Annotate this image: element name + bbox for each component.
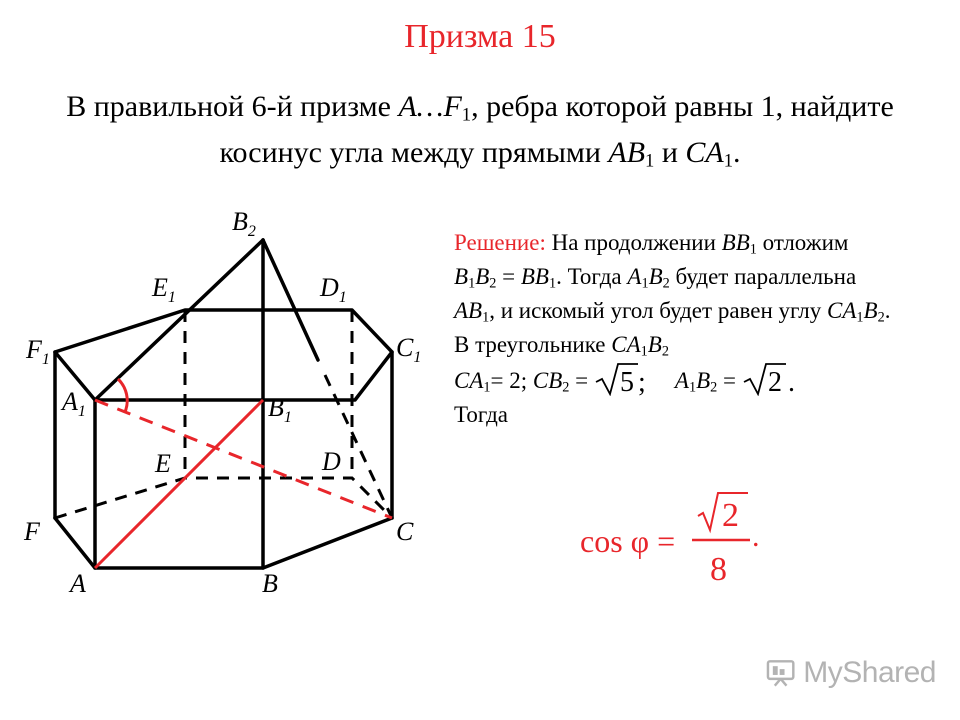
svg-text:2: 2 xyxy=(767,367,782,396)
label-C: C xyxy=(396,517,414,546)
label-A1: $A_1$ xyxy=(62,387,86,420)
svg-text:.: . xyxy=(787,367,795,396)
label-F1: $F_1$ xyxy=(26,335,50,368)
sqrt5-symbol xyxy=(594,362,652,396)
top-face-edges xyxy=(55,310,392,400)
svg-text:.: . xyxy=(752,520,760,553)
bottom-visible-edges xyxy=(55,518,392,568)
svg-text:;: ; xyxy=(637,367,646,396)
svg-text:2: 2 xyxy=(722,497,739,534)
line-B2C-upper xyxy=(263,240,318,360)
myshared-logo xyxy=(766,656,936,690)
label-E1: $E_1$ xyxy=(152,273,176,306)
label-C1: $C_1$ xyxy=(396,333,422,366)
cos-formula xyxy=(580,490,780,590)
problem-statement: В правильной 6-й призме $A\dots F_1$, ребра которой равны 1, найдите косинус угла между прямыми $AB_1$ и $CA_1$. xyxy=(66,90,894,172)
label-E: E xyxy=(155,449,171,478)
presentation-icon xyxy=(766,658,795,688)
svg-text:cos φ =: cos φ = xyxy=(580,523,676,559)
label-B2: $B_2$ xyxy=(232,207,256,240)
hexagonal-prism-figure xyxy=(0,190,440,610)
svg-text:5: 5 xyxy=(619,367,634,396)
label-D: D xyxy=(322,447,341,476)
segment-AB1 xyxy=(95,400,263,568)
line-A1B2 xyxy=(95,240,263,400)
slide-title: Призма 15 xyxy=(404,18,556,55)
logo-text: MyShared xyxy=(803,656,936,689)
label-D1: $D_1$ xyxy=(320,273,347,306)
solution-text: Решение: На продолжении $BB_1$ отложим $B_1B_2 = BB_1$. Тогда $A_1B_2$ будет параллельна $AB_1$, и искомый угол будет равен углу $CA_1B_2$. В треугольнике $CA_1B_2$ $CA_1= 2$; $CB_2$ = 5 ; $A_1B_2$ = 2 . Тогда xyxy=(454,230,891,427)
label-B1: $B_1$ xyxy=(268,393,292,426)
label-F: F xyxy=(24,517,40,546)
svg-text:8: 8 xyxy=(710,551,727,588)
label-A: A xyxy=(70,569,86,598)
sqrt2-symbol xyxy=(742,362,800,396)
label-B: B xyxy=(262,569,278,598)
angle-arc xyxy=(118,379,127,412)
